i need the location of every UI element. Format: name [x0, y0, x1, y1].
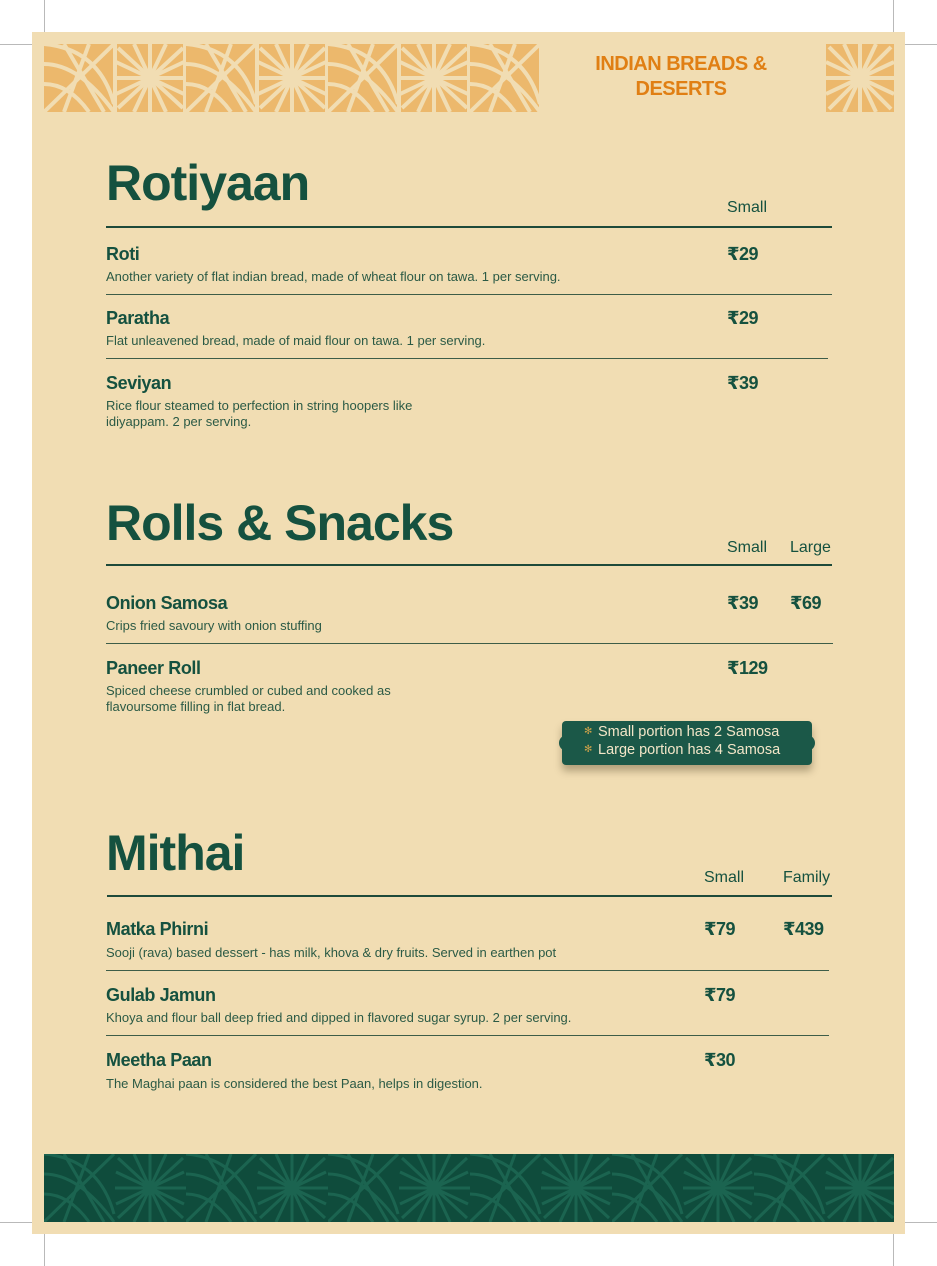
item-description: Another variety of flat indian bread, made of wheat flour on tawa. 1 per serving. [106, 269, 561, 284]
item-price-small: ₹79 [704, 985, 736, 1005]
item-price-small: ₹79 [704, 919, 736, 939]
title-line-1: INDIAN BREADS & [595, 53, 767, 75]
menu-category-title [588, 52, 774, 102]
section-mithai [106, 822, 832, 1122]
item-divider [106, 358, 828, 359]
section-rotiyaan [106, 152, 832, 452]
description-line: Spiced cheese crumbled or cubed and cooked as [106, 683, 391, 698]
item-price-small: ₹29 [727, 244, 759, 264]
section-divider [106, 226, 832, 228]
section-divider [107, 895, 832, 897]
note-row [584, 723, 812, 741]
item-price-family: ₹439 [783, 919, 824, 939]
column-header-small: Small [727, 199, 768, 216]
item-description: The Maghai paan is considered the best Paan, helps in digestion. [106, 1076, 483, 1091]
column-header-family: Family [783, 869, 831, 886]
item-divider [106, 970, 829, 971]
item-divider [106, 294, 832, 295]
item-description: Crips fried savoury with onion stuffing [106, 618, 322, 633]
crop-mark [0, 44, 32, 45]
description-line: flavoursome filling in flat bread. [106, 699, 286, 714]
item-name: Seviyan [106, 373, 172, 393]
column-header-small: Small [727, 539, 768, 556]
item-price-small: ₹129 [727, 658, 768, 678]
item-name: Gulab Jamun [106, 985, 216, 1005]
section-title: Rolls & Snacks [106, 495, 454, 551]
item-name: Onion Samosa [106, 593, 228, 613]
item-name: Paneer Roll [106, 658, 201, 678]
item-divider [106, 643, 833, 644]
column-header-small: Small [704, 869, 745, 886]
section-divider [106, 564, 832, 566]
title-line-2: DESERTS [635, 78, 727, 100]
item-description: Flat unleavened bread, made of maid flour on tawa. 1 per serving. [106, 333, 486, 348]
description-line: Rice flour steamed to perfection in string hoopers like [106, 398, 413, 413]
description-line: idiyappam. 2 per serving. [106, 414, 252, 429]
header-pattern-icon [44, 44, 539, 112]
item-price-small: ₹39 [727, 593, 759, 613]
item-name: Meetha Paan [106, 1050, 212, 1070]
crop-mark [905, 1222, 937, 1223]
item-description: Khoya and flour ball deep fried and dipped in flavored sugar syrup. 2 per serving. [106, 1010, 572, 1025]
item-price-large: ₹69 [790, 593, 822, 613]
portion-note-banner [562, 721, 812, 765]
flower-bullet-icon: ✻ [584, 726, 593, 737]
crop-mark [905, 44, 937, 45]
item-name: Roti [106, 244, 140, 264]
note-text: Small portion has 2 Samosa [598, 724, 780, 740]
crop-mark [44, 1234, 45, 1266]
crop-mark [893, 1234, 894, 1266]
crop-mark [0, 1222, 32, 1223]
item-price-small: ₹39 [727, 373, 759, 393]
item-description [106, 683, 391, 715]
column-header-large: Large [790, 539, 831, 556]
section-title: Mithai [106, 825, 245, 881]
flower-bullet-icon: ✻ [584, 744, 593, 755]
item-price-small: ₹30 [704, 1050, 736, 1070]
item-description: Sooji (rava) based dessert - has milk, khova & dry fruits. Served in earthen pot [106, 945, 557, 960]
note-row [584, 741, 812, 759]
item-divider [106, 1035, 829, 1036]
item-name: Paratha [106, 308, 170, 328]
menu-page [32, 32, 905, 1234]
item-name: Matka Phirni [106, 919, 209, 939]
section-title: Rotiyaan [106, 155, 310, 211]
header-pattern-corner-icon [826, 44, 894, 112]
footer-pattern-icon [44, 1154, 894, 1222]
item-price-small: ₹29 [727, 308, 759, 328]
note-text: Large portion has 4 Samosa [598, 742, 781, 758]
item-description [106, 398, 412, 430]
